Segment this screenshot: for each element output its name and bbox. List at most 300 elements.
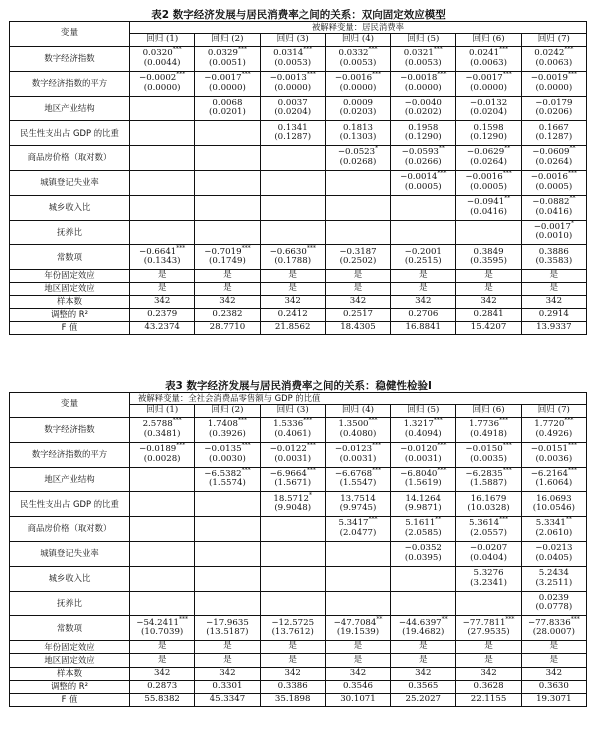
column-header: 回归 (7) <box>521 405 586 418</box>
coef-cell <box>521 96 586 121</box>
stat-cell: 342 <box>521 296 586 309</box>
stat-row <box>10 270 587 283</box>
significance-stars: *** <box>303 417 313 425</box>
stat-label: 样本数 <box>10 296 130 309</box>
significance-stars: *** <box>176 71 186 79</box>
stat-row <box>10 322 587 335</box>
coefficient: 1.7408 <box>207 419 238 430</box>
coef-row <box>10 71 587 96</box>
coef-cell <box>391 541 456 566</box>
standard-error: (13.5187) <box>206 627 249 638</box>
coef-cell <box>521 47 586 72</box>
column-header: 回归 (6) <box>456 34 521 47</box>
stat-cell: 0.3301 <box>195 680 260 693</box>
column-header: 回归 (3) <box>260 34 325 47</box>
coefficient: 5.1611 <box>405 518 436 529</box>
significance-stars: ** <box>569 145 576 153</box>
stat-cell: 342 <box>325 296 390 309</box>
coef-row <box>10 492 587 517</box>
variable-label: 抚养比 <box>10 220 130 245</box>
coefficient: −47.7084 <box>333 617 377 628</box>
coefficient: −54.2411 <box>136 617 180 628</box>
stat-cell: 43.2374 <box>130 322 195 335</box>
significance-stars: *** <box>567 442 577 450</box>
coef-cell <box>391 492 456 517</box>
standard-error: (0.3595) <box>470 256 507 267</box>
standard-error: (0.0268) <box>339 157 377 168</box>
coef-cell <box>456 146 521 171</box>
coef-cell <box>195 170 260 195</box>
coefficient: −0.2001 <box>404 246 442 257</box>
significance-stars: *** <box>505 615 515 623</box>
significance-stars: ** <box>376 615 383 623</box>
standard-error: (9.9745) <box>339 503 377 514</box>
standard-error: (19.4682) <box>402 627 445 638</box>
stat-cell: 0.3386 <box>260 680 325 693</box>
standard-error: (0.0206) <box>535 107 573 118</box>
standard-error: (0.0202) <box>404 107 442 118</box>
coef-cell <box>521 245 586 270</box>
standard-error: (0.0005) <box>535 181 573 192</box>
coefficient: 1.5336 <box>273 419 304 430</box>
standard-error: (0.0000) <box>339 82 377 93</box>
stat-cell: 是 <box>195 270 260 283</box>
stat-cell: 是 <box>130 641 195 654</box>
coef-cell <box>391 71 456 96</box>
coef-cell <box>130 96 195 121</box>
column-header: 回归 (6) <box>456 405 521 418</box>
coef-cell <box>195 245 260 270</box>
standard-error: (0.3926) <box>209 428 246 439</box>
standard-error: (9.9871) <box>404 503 442 514</box>
stat-row <box>10 654 587 667</box>
coef-cell <box>391 591 456 616</box>
coefficient: 0.0320 <box>142 48 173 59</box>
coefficient: 1.3500 <box>338 419 369 430</box>
coefficient: 18.5712 <box>273 493 309 504</box>
variable-label: 地区产业结构 <box>10 96 130 121</box>
stat-cell: 0.3628 <box>456 680 521 693</box>
coefficient: 0.1813 <box>342 122 374 133</box>
stat-cell: 16.8841 <box>391 322 456 335</box>
coefficient: 0.0314 <box>273 48 304 59</box>
coef-cell <box>325 245 390 270</box>
standard-error: (0.1287) <box>535 132 573 143</box>
stat-cell: 0.2379 <box>130 309 195 322</box>
stat-cell: 0.2914 <box>521 309 586 322</box>
standard-error: (0.0028) <box>143 453 181 464</box>
standard-error: (13.7612) <box>271 627 314 638</box>
coef-cell <box>456 220 521 245</box>
coef-cell <box>130 418 195 443</box>
coef-cell <box>195 541 260 566</box>
table2-caption: 表2 数字经济发展与居民消费率之间的关系：双向固定效应模型 <box>151 9 446 21</box>
coef-cell <box>260 71 325 96</box>
standard-error: (0.0204) <box>470 107 507 118</box>
coefficient: 1.7736 <box>469 419 500 430</box>
standard-error: (0.2502) <box>339 256 377 267</box>
column-header: 回归 (1) <box>130 34 195 47</box>
stat-label: 调整的 R² <box>10 309 130 322</box>
coefficient: −0.0941 <box>466 197 505 208</box>
standard-error: (0.3583) <box>535 256 573 267</box>
variable-label: 地区产业结构 <box>10 467 130 492</box>
coef-cell <box>130 121 195 146</box>
coefficient: −0.6630 <box>269 246 307 257</box>
coef-cell <box>260 220 325 245</box>
standard-error: (0.0201) <box>209 107 246 118</box>
standard-error: (0.0053) <box>404 57 442 68</box>
coef-cell <box>130 591 195 616</box>
standard-error: (0.0405) <box>535 552 573 563</box>
coef-cell <box>260 591 325 616</box>
stat-cell: 342 <box>195 667 260 680</box>
stat-cell: 是 <box>521 283 586 296</box>
coef-cell <box>325 591 390 616</box>
standard-error: (0.0063) <box>470 57 507 68</box>
stat-cell: 是 <box>325 641 390 654</box>
stat-cell: 342 <box>260 296 325 309</box>
stat-cell: 是 <box>130 654 195 667</box>
standard-error: (0.0030) <box>209 453 246 464</box>
standard-error: (0.0053) <box>274 57 312 68</box>
coefficient: −0.7019 <box>204 246 242 257</box>
standard-error: (1.5547) <box>339 478 377 489</box>
coef-cell <box>456 47 521 72</box>
significance-stars: *** <box>237 46 247 54</box>
coef-row <box>10 467 587 492</box>
coef-cell <box>325 146 390 171</box>
column-header: 回归 (5) <box>391 405 456 418</box>
standard-error: (0.1788) <box>274 256 312 267</box>
standard-error: (9.9048) <box>274 503 312 514</box>
standard-error: (0.0000) <box>143 82 181 93</box>
column-header: 回归 (4) <box>325 34 390 47</box>
coef-cell <box>195 47 260 72</box>
significance-stars: *** <box>499 417 509 425</box>
coef-cell <box>391 146 456 171</box>
coefficient: −0.0017 <box>533 221 571 232</box>
stat-cell: 是 <box>260 283 325 296</box>
coefficient: −0.0593 <box>401 147 439 158</box>
coef-cell <box>521 541 586 566</box>
coef-cell <box>456 442 521 467</box>
coefficient: 2.5788 <box>142 419 173 430</box>
column-header: 回归 (2) <box>195 405 260 418</box>
coef-cell <box>521 170 586 195</box>
coef-cell <box>260 541 325 566</box>
variable-label: 抚养比 <box>10 591 130 616</box>
standard-error: (0.0051) <box>209 57 246 68</box>
coefficient: 5.3417 <box>338 518 369 529</box>
coefficient: −0.0179 <box>535 97 573 108</box>
standard-error: (0.4918) <box>470 428 507 439</box>
variable-label: 商品房价格（取对数） <box>10 517 130 542</box>
coefficient: −0.0189 <box>139 444 177 455</box>
significance-stars: *** <box>570 615 580 623</box>
coef-cell <box>325 220 390 245</box>
coef-cell <box>260 195 325 220</box>
coefficient: −0.0016 <box>530 172 568 183</box>
standard-error: (0.3481) <box>143 428 181 439</box>
significance-stars: *** <box>499 46 509 54</box>
coef-cell <box>456 245 521 270</box>
coef-cell <box>521 121 586 146</box>
standard-error: (0.0036) <box>535 453 573 464</box>
coef-cell <box>260 47 325 72</box>
coef-cell <box>195 517 260 542</box>
coef-cell <box>521 517 586 542</box>
stat-label: 年份固定效应 <box>10 641 130 654</box>
coefficient: −6.2835 <box>465 468 503 479</box>
significance-stars: *** <box>502 170 512 178</box>
coefficient: −0.0016 <box>465 172 503 183</box>
coefficient: −6.8040 <box>400 468 438 479</box>
significance-stars: *** <box>372 71 382 79</box>
standard-error: (1.5619) <box>404 478 442 489</box>
column-header: 回归 (4) <box>325 405 390 418</box>
coefficient: −0.0017 <box>465 73 503 84</box>
coef-row <box>10 96 587 121</box>
variable-label: 民生性支出占 GDP 的比重 <box>10 492 130 517</box>
stat-cell: 342 <box>195 296 260 309</box>
stat-label: 样本数 <box>10 667 130 680</box>
significance-stars: ** <box>438 145 445 153</box>
stat-label: 年份固定效应 <box>10 270 130 283</box>
coefficient: −0.3187 <box>339 246 377 257</box>
stat-row <box>10 296 587 309</box>
coef-cell <box>456 492 521 517</box>
coefficient: 5.2434 <box>538 568 569 579</box>
standard-error: (10.7039) <box>141 627 184 638</box>
stat-cell: 是 <box>195 654 260 667</box>
standard-error: (0.0010) <box>535 231 573 242</box>
significance-stars: *** <box>368 417 378 425</box>
coef-cell <box>391 517 456 542</box>
standard-error: (0.1290) <box>470 132 507 143</box>
coefficient: 0.1598 <box>473 122 504 133</box>
variable-label: 数字经济指数 <box>10 47 130 72</box>
standard-error: (0.0404) <box>470 552 507 563</box>
coefficient: −0.0150 <box>465 444 503 455</box>
significance-stars: *** <box>241 442 251 450</box>
coefficient: −0.0132 <box>469 97 508 108</box>
standard-error: (1.5574) <box>209 478 246 489</box>
coefficient: −6.2164 <box>530 468 568 479</box>
stat-label: 调整的 R² <box>10 680 130 693</box>
standard-error: (0.4926) <box>535 428 573 439</box>
coef-row <box>10 566 587 591</box>
coefficient: −0.0629 <box>466 147 505 158</box>
coefficient: −0.0523 <box>337 147 376 158</box>
standard-error: (0.0264) <box>535 157 573 168</box>
coefficient: 5.3276 <box>473 568 504 579</box>
standard-error: (0.1290) <box>404 132 442 143</box>
coef-cell <box>391 170 456 195</box>
stat-cell: 0.2517 <box>325 309 390 322</box>
coef-cell <box>130 442 195 467</box>
stat-cell: 是 <box>456 641 521 654</box>
coef-cell <box>130 170 195 195</box>
stat-cell: 是 <box>260 641 325 654</box>
coefficient: −77.8336 <box>527 617 571 628</box>
significance-stars: *** <box>437 442 447 450</box>
stat-cell: 55.8382 <box>130 693 195 706</box>
coefficient: 0.0321 <box>403 48 434 59</box>
standard-error: (0.0053) <box>339 57 377 68</box>
coef-cell <box>521 71 586 96</box>
coefficient: 0.1667 <box>538 122 569 133</box>
significance-stars: *** <box>172 46 182 54</box>
variable-label: 城镇登记失业率 <box>10 170 130 195</box>
coef-cell <box>130 492 195 517</box>
coef-cell <box>391 220 456 245</box>
significance-stars: *** <box>368 516 378 524</box>
coef-cell <box>195 121 260 146</box>
coef-cell <box>195 467 260 492</box>
significance-stars: *** <box>567 170 577 178</box>
coefficient: 16.1679 <box>470 493 507 504</box>
coef-cell <box>130 195 195 220</box>
coef-cell <box>130 47 195 72</box>
stat-cell: 0.2873 <box>130 680 195 693</box>
coef-cell <box>456 121 521 146</box>
coefficient: −6.9664 <box>269 468 307 479</box>
stat-label: 地区固定效应 <box>10 283 130 296</box>
standard-error: (10.0328) <box>467 503 510 514</box>
coef-row <box>10 418 587 443</box>
coefficient: −12.5725 <box>271 617 315 628</box>
coef-cell <box>130 146 195 171</box>
coef-cell <box>456 517 521 542</box>
standard-error: (0.1749) <box>209 256 246 267</box>
standard-error: (0.0000) <box>470 82 507 93</box>
coef-cell <box>521 418 586 443</box>
significance-stars: *** <box>437 467 447 474</box>
coef-cell <box>521 195 586 220</box>
stat-cell: 0.2706 <box>391 309 456 322</box>
stat-cell: 是 <box>391 641 456 654</box>
stat-cell: 是 <box>391 270 456 283</box>
stat-cell: 342 <box>260 667 325 680</box>
significance-stars: *** <box>368 46 378 54</box>
coef-row <box>10 170 587 195</box>
significance-stars: *** <box>306 467 316 474</box>
significance-stars: *** <box>303 46 313 54</box>
stat-label: F 值 <box>10 322 130 335</box>
coef-cell <box>521 220 586 245</box>
column-header: 回归 (2) <box>195 34 260 47</box>
stat-cell: 是 <box>456 654 521 667</box>
standard-error: (1.5671) <box>274 478 312 489</box>
significance-stars: ** <box>565 516 572 524</box>
coefficient: −0.0882 <box>532 197 570 208</box>
standard-error: (0.0000) <box>535 82 573 93</box>
coef-cell <box>521 467 586 492</box>
standard-error: (0.0031) <box>339 453 377 464</box>
coefficient: 0.0239 <box>538 592 569 603</box>
coef-cell <box>391 96 456 121</box>
coef-cell <box>260 146 325 171</box>
coef-cell <box>195 492 260 517</box>
coef-cell <box>260 492 325 517</box>
variable-label: 常数项 <box>10 616 130 641</box>
coefficient: 1.3217 <box>403 419 434 430</box>
standard-error: (0.0063) <box>535 57 573 68</box>
table3-caption: 表3 数字经济发展与居民消费率之间的关系：稳健性检验Ⅰ <box>165 380 432 392</box>
coef-cell <box>195 591 260 616</box>
coefficient: 0.0009 <box>342 97 374 108</box>
standard-error: (1.5887) <box>470 478 507 489</box>
significance-stars: *** <box>306 244 316 252</box>
significance-stars: *** <box>176 244 186 252</box>
variable-label: 数字经济指数 <box>10 418 130 443</box>
header-row <box>10 22 587 34</box>
coefficient: 5.3341 <box>535 518 566 529</box>
standard-error: (0.0044) <box>143 57 181 68</box>
coefficient: −0.0135 <box>204 444 242 455</box>
stat-cell: 45.3347 <box>195 693 260 706</box>
coef-cell <box>456 541 521 566</box>
stat-cell: 是 <box>195 641 260 654</box>
standard-error: (0.4080) <box>339 428 377 439</box>
stat-cell: 13.9337 <box>521 322 586 335</box>
stat-cell: 35.1898 <box>260 693 325 706</box>
stat-cell: 342 <box>325 667 390 680</box>
coefficient: −0.0213 <box>535 543 573 554</box>
standard-error: (10.0546) <box>532 503 575 514</box>
standard-error: (0.0000) <box>274 82 312 93</box>
coef-cell <box>391 418 456 443</box>
coefficient: 0.1341 <box>277 122 308 133</box>
coef-cell <box>325 96 390 121</box>
standard-error: (0.0266) <box>404 157 442 168</box>
significance-stars: *** <box>372 467 382 474</box>
coefficient: −0.0016 <box>334 73 373 84</box>
standard-error: (0.0778) <box>535 602 573 613</box>
stat-cell: 19.3071 <box>521 693 586 706</box>
stat-row <box>10 680 587 693</box>
coef-cell <box>260 616 325 641</box>
variable-label: 数字经济指数的平方 <box>10 442 130 467</box>
coef-cell <box>195 71 260 96</box>
standard-error: (0.0203) <box>339 107 377 118</box>
coef-cell <box>521 591 586 616</box>
stat-cell: 0.3565 <box>391 680 456 693</box>
variable-header: 变量 <box>10 22 130 47</box>
coef-cell <box>130 467 195 492</box>
coefficient: −0.0123 <box>334 444 373 455</box>
stat-row <box>10 667 587 680</box>
significance-stars: *** <box>433 46 443 54</box>
coefficient: 1.7720 <box>534 419 565 430</box>
column-header: 回归 (7) <box>521 34 586 47</box>
coef-cell <box>195 418 260 443</box>
coef-cell <box>195 616 260 641</box>
header-row <box>10 393 587 405</box>
coefficient: 0.0329 <box>207 48 238 59</box>
coef-cell <box>260 121 325 146</box>
coef-cell <box>521 566 586 591</box>
variable-header: 变量 <box>10 393 130 418</box>
coef-cell <box>456 591 521 616</box>
coef-cell <box>456 195 521 220</box>
coef-cell <box>195 146 260 171</box>
stat-cell: 342 <box>391 296 456 309</box>
standard-error: (0.0395) <box>404 552 442 563</box>
coefficient: −0.6641 <box>139 246 177 257</box>
significance-stars: *** <box>241 71 251 79</box>
